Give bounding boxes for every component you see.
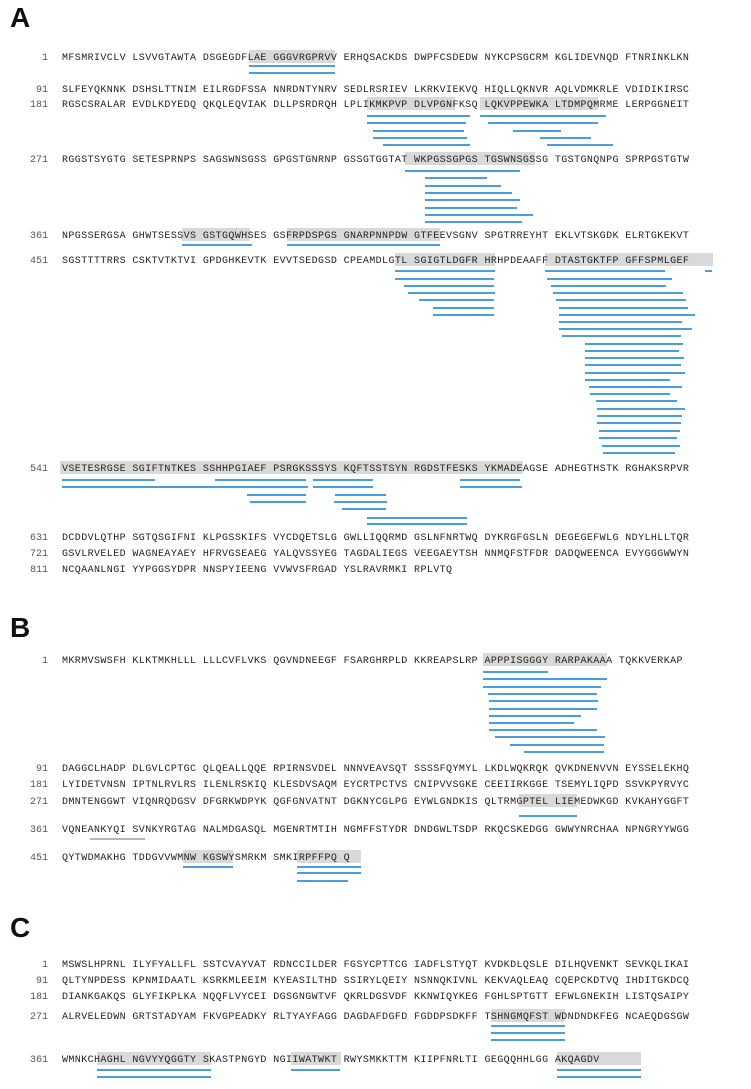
- sequence-text: VSETESRGSE SGIFTNTKES SSHHPGIAEF PSRGKSSSYS KQFTSSTSYN RGDSTFESKS YKMADEAGSE ADHEGTHSTK RGHAKSRPVR: [62, 464, 690, 475]
- sequence-line: [0, 532, 689, 546]
- peptide-coverage-bar: [597, 422, 681, 424]
- peptide-coverage-bar: [599, 430, 680, 432]
- peptide-coverage-bar: [590, 393, 670, 395]
- peptide-coverage-bar: [419, 299, 494, 301]
- peptide-coverage-bar: [183, 866, 233, 868]
- sequence-text: MFSMRIVCLV LSVVGTAWTA DSGEGDFLAE GGGVRGPRVV ERHQSACKDS DWPFCSDEDW NYKCPSGCRM KGLIDEVNQD FTNRINKLKN: [62, 53, 690, 64]
- peptide-coverage-bar: [540, 137, 591, 139]
- peptide-coverage-bar: [313, 486, 373, 488]
- peptide-coverage-bar: [545, 270, 665, 272]
- peptide-coverage-bar: [560, 122, 597, 124]
- peptide-coverage-bar: [559, 321, 682, 323]
- peptide-coverage-bar: [519, 815, 577, 817]
- sequence-text: GSVLRVELED WAGNEAYAEY HFRVGSEAEG YALQVSSYEG TAGDALIEGS VEEGAEYTSH NNMQFSTFDR DADQWEENCA EVYGGGWWYN: [62, 549, 690, 560]
- peptide-coverage-bar: [62, 479, 155, 481]
- peptide-coverage-bar: [547, 278, 672, 280]
- peptide-coverage-bar: [383, 144, 470, 146]
- peptide-coverage-bar: [585, 379, 670, 381]
- residue-number: 1: [41, 656, 48, 667]
- peptide-coverage-bar: [405, 170, 520, 172]
- residue-number: 271: [29, 1012, 48, 1023]
- peptide-coverage-bar: [367, 517, 467, 519]
- peptide-coverage-bar: [597, 415, 682, 417]
- peptide-coverage-bar: [373, 130, 464, 132]
- sequence-line: [0, 1054, 600, 1068]
- residue-number: 361: [29, 231, 48, 242]
- peptide-coverage-bar: [585, 343, 683, 345]
- peptide-coverage-bar: [408, 292, 495, 294]
- sequence-line: [0, 1011, 689, 1025]
- sequence-text: RGGSTSYGTG SETESPRNPS SAGSWNSGSS GPGSTGNRNP GSSGTGGTAT WKPGSSGPGS TGSWNSGSSG TGSTGNQNPG SPRPGSTGTW: [62, 155, 690, 166]
- sequence-line: [0, 564, 452, 578]
- peptide-coverage-bar: [603, 452, 675, 454]
- peptide-coverage-bar: [182, 244, 252, 246]
- peptide-coverage-bar: [602, 445, 680, 447]
- peptide-coverage-bar: [489, 700, 598, 702]
- sequence-line: [0, 824, 689, 838]
- peptide-coverage-bar: [495, 736, 605, 738]
- peptide-coverage-bar: [489, 715, 581, 717]
- sequence-text: VQNEANKYQI SVNKYRGTAG NALMDGASQL MGENRTMTIH NGMFFSTYDR DNDGWLTSDP RKQCSKEDGG GWWYNRCHAA NPNGRYYWGG: [62, 825, 690, 836]
- peptide-coverage-bar: [488, 693, 597, 695]
- residue-number: 1: [41, 53, 48, 64]
- peptide-coverage-bar: [553, 292, 683, 294]
- peptide-coverage-bar: [597, 408, 685, 410]
- sequence-text: DAGGCLHADP DLGVLCPTGC QLQEALLQQE RPIRNSVDEL NNNVEAVSQT SSSSFQYMYL LKDLWQKRQK QVKDNENVVN EYSSELEKHQ: [62, 764, 690, 775]
- residue-number: 451: [29, 256, 48, 267]
- residue-number: 91: [35, 85, 48, 96]
- sequence-text: SLFEYQKNNK DSHSLTTNIM EILRGDFSSA NNRDNTYNRV SEDLRSRIEV LKRKVIEKVQ HIQLLQKNVR AQLVDMKRLE VDIDIKIRSC: [62, 85, 690, 96]
- peptide-coverage-bar: [425, 199, 520, 201]
- peptide-coverage-bar: [249, 65, 335, 67]
- peptide-coverage-bar: [425, 192, 512, 194]
- sequence-text: LYIDETVNSN IPTNLRVLRS ILENLRSKIQ KLESDVSAQM EYCRTPCTVS CNIPVVSGKE CEEIIRKGGE TSEMYLIQPD SSVKPYRVYC: [62, 780, 690, 791]
- sequence-text: MKRMVSWSFH KLKTMKHLLL LLLCVFLVKS QGVNDNEEGF FSARGHRPLD KKREAPSLRP APPPISGGGY RARPAKAAA TQKKVERKAP: [62, 656, 683, 667]
- peptide-coverage-bar: [557, 1069, 641, 1071]
- sequence-line: [0, 655, 683, 669]
- peptide-coverage-bar: [425, 185, 501, 187]
- residue-number: 811: [29, 565, 48, 576]
- residue-number: 361: [29, 1055, 48, 1066]
- residue-number: 91: [35, 976, 48, 987]
- peptide-coverage-bar: [395, 270, 495, 272]
- peptide-coverage-bar: [551, 285, 666, 287]
- residue-number: 181: [29, 780, 48, 791]
- peptide-coverage-bar: [90, 838, 145, 840]
- peptide-coverage-bar: [97, 1076, 150, 1078]
- peptide-coverage-bar: [342, 508, 386, 510]
- sequence-text: MSWSLHPRNL ILYFYALLFL SSTCVAYVAT RDNCCILDER FGSYCPTTCG IADFLSTYQT KVDKDLQSLE DILHQVENKT SEVKQLIKAI: [62, 960, 690, 971]
- peptide-coverage-bar: [491, 1032, 565, 1034]
- peptide-coverage-bar: [547, 144, 613, 146]
- peptide-coverage-bar: [460, 479, 520, 481]
- peptide-coverage-bar: [404, 285, 494, 287]
- residue-number: 271: [29, 797, 48, 808]
- sequence-text: RGSCSRALAR EVDLKDYEDQ QKQLEQVIAK DLLPSRDRQH LPLIKMKPVP DLVPGNFKSQ LQKVPPEWKA LTDMPQMRME LERPGGNEIT: [62, 100, 690, 111]
- peptide-coverage-bar: [247, 494, 306, 496]
- peptide-coverage-bar: [62, 486, 155, 488]
- sequence-line: [0, 975, 689, 989]
- peptide-coverage-bar: [562, 335, 681, 337]
- peptide-coverage-bar: [483, 686, 601, 688]
- sequence-text: QYTWDMAKHG TDDGVVWMNW KGSWYSMRKM SMKIRPFFPQ Q: [62, 853, 351, 864]
- peptide-coverage-bar: [491, 1039, 565, 1041]
- residue-number: 361: [29, 825, 48, 836]
- peptide-coverage-bar: [599, 437, 677, 439]
- peptide-coverage-bar: [585, 372, 685, 374]
- residue-number: 181: [29, 100, 48, 111]
- residue-number: 451: [29, 853, 48, 864]
- peptide-coverage-bar: [373, 137, 467, 139]
- sequence-text: NPGSSERGSA GHWTSESSVS GSTGQWHSES GSFRPDSPGS GNARPNNPDW GTFEEVSGNV SPGTRREYHT EKLVTSKGDK ELRTGKEKVT: [62, 231, 690, 242]
- peptide-coverage-bar: [489, 722, 574, 724]
- sequence-text: DMNTENGGWT VIQNRQDGSV DFGRKWDPYK QGFGNVATNT DGKNYCGLPG EYWLGNDKIS QLTRMGPTEL LIEMEDWKGD KVKAHYGGFT: [62, 797, 690, 808]
- peptide-coverage-bar: [491, 1025, 565, 1027]
- peptide-coverage-bar: [510, 744, 604, 746]
- peptide-coverage-bar: [513, 130, 561, 132]
- sequence-text: WMNKCHAGHL NGVYYQGGTY SKASTPNGYD NGIIWATWKT RWYSMKKTTM KIIPFNRLTI GEGQQHHLGG AKQAGDV: [62, 1055, 600, 1066]
- sequence-line: [0, 763, 689, 777]
- peptide-coverage-bar: [97, 1069, 211, 1071]
- sequence-line: [0, 548, 689, 562]
- peptide-coverage-bar: [425, 221, 522, 223]
- peptide-coverage-bar: [297, 866, 361, 868]
- residue-number: 91: [35, 764, 48, 775]
- peptide-coverage-bar: [335, 494, 386, 496]
- peptide-coverage-bar: [589, 386, 682, 388]
- sequence-line: [0, 852, 350, 866]
- residue-number: 721: [29, 549, 48, 560]
- peptide-coverage-bar: [297, 872, 361, 874]
- peptide-coverage-bar: [556, 299, 686, 301]
- peptide-coverage-bar: [367, 122, 466, 124]
- sequence-line: [0, 959, 689, 973]
- peptide-coverage-bar: [250, 501, 306, 503]
- peptide-coverage-bar: [585, 350, 679, 352]
- peptide-coverage-bar: [313, 479, 373, 481]
- peptide-coverage-bar: [227, 486, 308, 488]
- peptide-coverage-bar: [545, 115, 606, 117]
- peptide-coverage-bar: [425, 177, 487, 179]
- peptide-coverage-bar: [287, 244, 440, 246]
- peptide-coverage-bar: [489, 708, 597, 710]
- peptide-coverage-bar: [489, 729, 597, 731]
- peptide-coverage-bar: [395, 278, 494, 280]
- sequence-text: SGSTTTTRRS CSKTVTKTVI GPDGHKEVTK EVVTSEDGSD CPEAMDLGTL SGIGTLDGFR HRHPDEAAFF DTASTGKTFP GFFSPMLGEF: [62, 256, 690, 267]
- peptide-coverage-bar: [705, 270, 712, 272]
- sequence-text: DIANKGAKQS GLYFIKPLKA NQQFLVYCEI DGSGNGWTVF QKRLDGSVDF KKNWIQYKEG FGHLSPTGTT EFWLGNEKIH LISTQSAIPY: [62, 992, 690, 1003]
- residue-number: 271: [29, 155, 48, 166]
- sequence-text: QLTYNPDESS KPNMIDAATL KSRKMLEEIM KYEASILTHD SSIRYLQEIY NSNNQKIVNL KEKVAQLEAQ CQEPCKDTVQ IHDITGKDCQ: [62, 976, 690, 987]
- sequence-line: [0, 154, 689, 168]
- peptide-coverage-bar: [596, 400, 677, 402]
- sequence-line: [0, 84, 689, 98]
- sequence-text: ALRVELEDWN GRTSTADYAM FKVGPEADKY RLTYAYFAGG DAGDAFDGFD FGDDPSDKFF TSHNGMQFST WDNDNDKFEG NCAEQDGSGW: [62, 1012, 690, 1023]
- peptide-coverage-bar: [524, 751, 604, 753]
- peptide-coverage-bar: [460, 486, 522, 488]
- sequence-line: [0, 463, 689, 477]
- peptide-coverage-bar: [433, 314, 494, 316]
- peptide-coverage-bar: [559, 314, 695, 316]
- peptide-coverage-bar: [557, 1076, 641, 1078]
- sequence-line: [0, 230, 689, 244]
- peptide-coverage-bar: [249, 72, 335, 74]
- sequence-line: [0, 99, 689, 113]
- peptide-coverage-bar: [425, 207, 517, 209]
- peptide-coverage-bar: [483, 678, 607, 680]
- sequence-text: NCQAANLNGI YYPGGSYDPR NNSPYIEENG VVWVSFRGAD YSLRAVRMKI RPLVTQ: [62, 565, 453, 576]
- sequence-line: [0, 779, 689, 793]
- residue-number: 631: [29, 533, 48, 544]
- sequence-line: [0, 255, 689, 269]
- residue-number: 181: [29, 992, 48, 1003]
- panel-label-c: C: [10, 912, 31, 943]
- peptide-coverage-bar: [559, 307, 688, 309]
- peptide-coverage-bar: [334, 501, 387, 503]
- peptide-coverage-bar: [585, 364, 681, 366]
- residue-number: 1: [41, 960, 48, 971]
- sequence-line: [0, 991, 689, 1005]
- peptide-coverage-bar: [367, 115, 470, 117]
- peptide-coverage-bar: [150, 1076, 211, 1078]
- sequence-line: [0, 796, 689, 810]
- residue-number: 541: [29, 464, 48, 475]
- panel-label-a: A: [10, 2, 31, 33]
- peptide-coverage-bar: [559, 328, 692, 330]
- peptide-coverage-bar: [146, 486, 236, 488]
- peptide-coverage-bar: [367, 523, 467, 525]
- peptide-coverage-bar: [433, 307, 494, 309]
- peptide-coverage-bar: [215, 479, 306, 481]
- peptide-coverage-bar: [297, 880, 348, 882]
- sequence-text: DCDDVLQTHP SGTQSGIFNI KLPGSSKIFS VYCDQETSLG GWLLIQQRMD GSLNFNRTWQ DYKRGFGSLN DEGEGEFWLG NDYLHLLTQR: [62, 533, 690, 544]
- peptide-coverage-bar: [425, 214, 533, 216]
- sequence-line: [0, 52, 689, 66]
- peptide-coverage-bar: [585, 357, 684, 359]
- peptide-coverage-bar: [483, 671, 548, 673]
- peptide-coverage-bar: [291, 1069, 340, 1071]
- panel-label-b: B: [10, 612, 31, 643]
